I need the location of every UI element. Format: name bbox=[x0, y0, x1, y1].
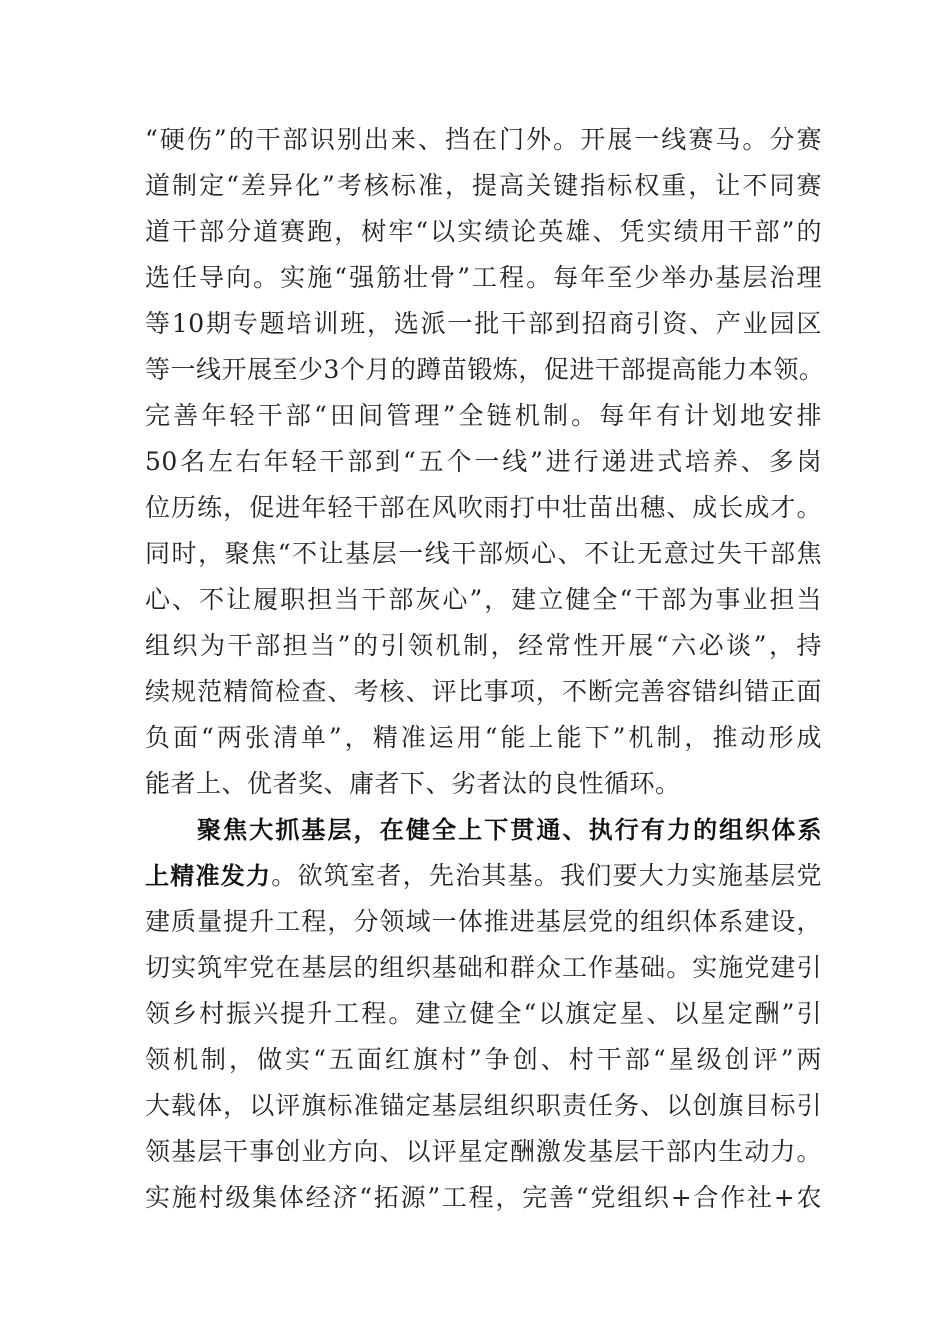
text-line: 大载体，以评旗标准锚定基层组织职责任务、以创旗目标引 bbox=[145, 1091, 822, 1120]
section-heading-continued: 上精准发力 bbox=[145, 862, 272, 890]
text-line: 组织为干部担当”的引领机制，经常性开展“六必谈”，持 bbox=[145, 631, 822, 660]
text-line bbox=[145, 853, 822, 899]
text-line: 领乡村振兴提升工程。建立健全“以旗定星、以星定酬”引 bbox=[145, 999, 822, 1028]
text-segment: 。欲筑室者，先治其基。我们要大力实施基层党 bbox=[271, 861, 822, 890]
section-heading: 聚焦大抓基层，在健全上下贯通、执行有力的组织体系 bbox=[197, 816, 822, 844]
text-line: 选任导向。实施“强筋壮骨”工程。每年至少举办基层治理 bbox=[145, 263, 822, 292]
text-line: 领基层干事创业方向、以评星定酬激发基层干部内生动力。 bbox=[145, 1137, 822, 1166]
document-page bbox=[145, 117, 825, 1221]
text-line: 位历练，促进年轻干部在风吹雨打中壮苗出穗、成长成才。 bbox=[145, 493, 822, 522]
text-line: 能者上、优者奖、庸者下、劣者汰的良性循环。 bbox=[145, 769, 681, 798]
text-line: 等10期专题培训班，选派一批干部到招商引资、产业园区 bbox=[145, 309, 822, 338]
text-line: 完善年轻干部“田间管理”全链机制。每年有计划地安排 bbox=[145, 401, 822, 430]
text-line: 领机制，做实“五面红旗村”争创、村干部“星级创评”两 bbox=[145, 1045, 822, 1074]
text-line: 等一线开展至少3个月的蹲苗锻炼，促进干部提高能力本领。 bbox=[145, 355, 825, 384]
paragraph-cadre-management bbox=[145, 117, 825, 807]
text-line: 建质量提升工程，分领域一体推进基层党的组织体系建设， bbox=[145, 907, 822, 936]
text-line: 续规范精简检查、考核、评比事项，不断完善容错纠错正面 bbox=[145, 677, 822, 706]
text-line: 同时，聚焦“不让基层一线干部烦心、不让无意过失干部焦 bbox=[145, 539, 822, 568]
text-line: 道制定“差异化”考核标准，提高关键指标权重，让不同赛 bbox=[145, 171, 822, 200]
text-line: “硬伤”的干部识别出来、挡在门外。开展一线赛马。分赛 bbox=[145, 125, 822, 154]
text-line: 道干部分道赛跑，树牢“以实绩论英雄、凭实绩用干部”的 bbox=[145, 217, 822, 246]
text-line: 实施村级集体经济“拓源”工程，完善“党组织+合作社+农 bbox=[145, 1183, 822, 1212]
text-line: 50名左右年轻干部到“五个一线”进行递进式培养、多岗 bbox=[145, 447, 822, 476]
paragraph-grassroots bbox=[145, 807, 822, 1221]
text-line: 切实筑牢党在基层的组织基础和群众工作基础。实施党建引 bbox=[145, 953, 822, 982]
text-line: 心、不让履职担当干部灰心”，建立健全“干部为事业担当 bbox=[145, 585, 822, 614]
text-line: 负面“两张清单”，精准运用“能上能下”机制，推动形成 bbox=[145, 723, 822, 752]
